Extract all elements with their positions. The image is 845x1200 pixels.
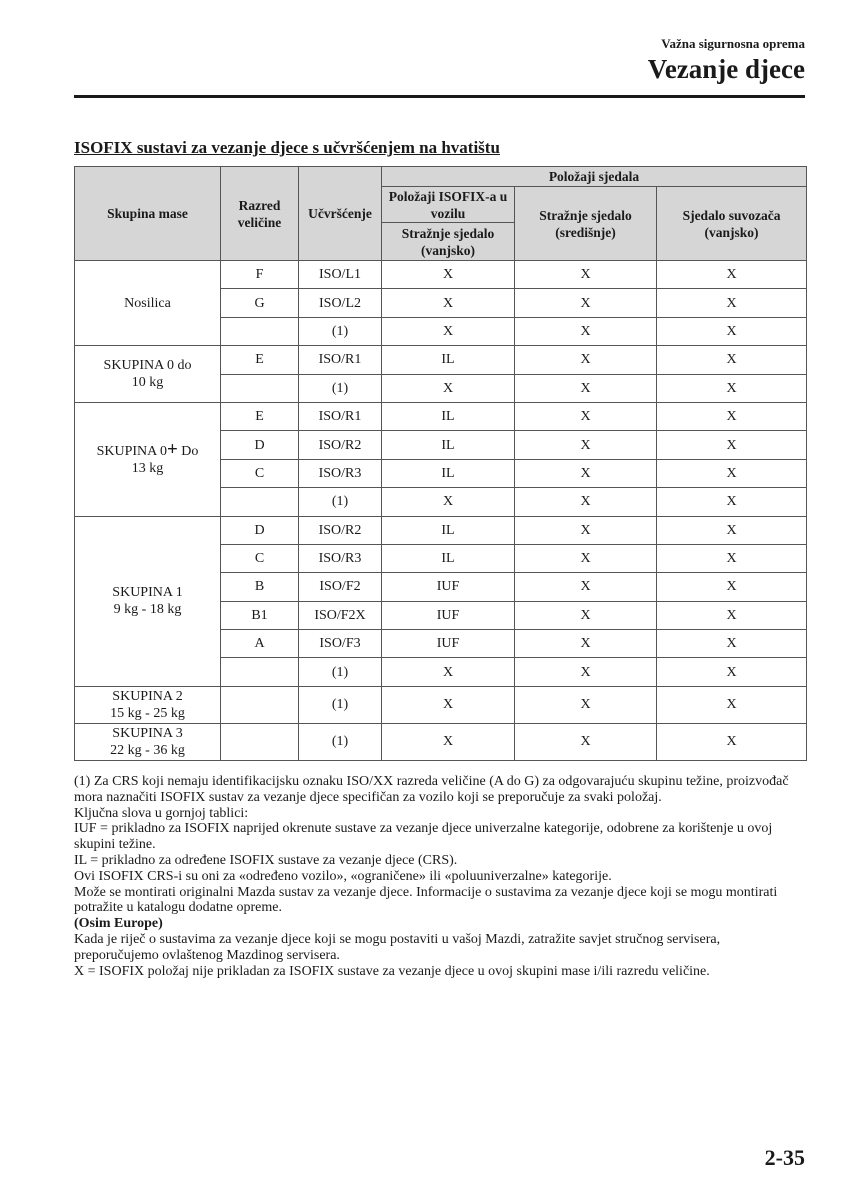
- fixture-cell: (1): [299, 686, 382, 723]
- notes-block: [74, 774, 808, 979]
- x-definition: X = ISOFIX položaj nije prikladan za ISOFIX sustave za vezanje djece u ovoj skupini mase i/ili razredu veličine.: [74, 963, 710, 979]
- rear-center-cell: X: [515, 488, 657, 516]
- fixture-cell: (1): [299, 658, 382, 686]
- passenger-cell: X: [657, 261, 807, 289]
- rear-outboard-cell: X: [382, 261, 515, 289]
- rear-center-cell: X: [515, 516, 657, 544]
- size-class-cell: [221, 374, 299, 402]
- size-class-cell: C: [221, 459, 299, 487]
- size-class-cell: E: [221, 402, 299, 430]
- header-fixture: Učvršćenje: [299, 167, 382, 261]
- page-number: 2-35: [764, 1145, 805, 1170]
- rear-center-cell: X: [515, 289, 657, 317]
- region-note: (Osim Europe): [74, 916, 163, 932]
- size-class-cell: D: [221, 516, 299, 544]
- passenger-cell: X: [657, 317, 807, 345]
- size-class-cell: C: [221, 544, 299, 572]
- rear-outboard-cell: IL: [382, 544, 515, 572]
- fixture-cell: (1): [299, 317, 382, 345]
- size-class-cell: B: [221, 573, 299, 601]
- rear-outboard-cell: X: [382, 686, 515, 723]
- rear-center-cell: X: [515, 658, 657, 686]
- header-mass-group: Skupina mase: [75, 167, 221, 261]
- size-class-cell: B1: [221, 601, 299, 629]
- fixture-cell: ISO/R2: [299, 516, 382, 544]
- header-rear-center: Stražnje sjedalo (središnje): [515, 187, 657, 261]
- fixture-cell: ISO/R3: [299, 544, 382, 572]
- size-class-cell: D: [221, 431, 299, 459]
- rear-outboard-cell: IUF: [382, 573, 515, 601]
- rear-outboard-cell: X: [382, 374, 515, 402]
- fixture-cell: ISO/R2: [299, 431, 382, 459]
- passenger-cell: X: [657, 544, 807, 572]
- passenger-cell: X: [657, 431, 807, 459]
- size-class-cell: [221, 317, 299, 345]
- header-rule: [74, 95, 805, 98]
- iuf-definition: IUF = prikladno za ISOFIX naprijed okrenute sustave za vezanje djece univerzalne kategorije, odobrene za korištenje u ovoj skupini težine.: [74, 821, 773, 853]
- rear-outboard-cell: IL: [382, 431, 515, 459]
- rear-outboard-cell: IL: [382, 402, 515, 430]
- rear-outboard-cell: IUF: [382, 630, 515, 658]
- mass-group-cell: SKUPINA 2 15 kg - 25 kg: [75, 686, 221, 723]
- footnote: (1) Za CRS koji nemaju identifikacijsku oznaku ISO/XX razreda veličine (A do G) za odgovarajuću skupinu težine, proizvođač mora naznačiti ISOFIX sustav za vezanje djece specifičan za vozilo koji se preporučuje za svaki položaj.: [74, 774, 789, 805]
- passenger-cell: X: [657, 630, 807, 658]
- mass-group-cell: SKUPINA 1 9 kg - 18 kg: [75, 516, 221, 686]
- fixture-cell: ISO/R1: [299, 346, 382, 374]
- passenger-cell: X: [657, 459, 807, 487]
- size-class-cell: [221, 686, 299, 723]
- rear-outboard-cell: IL: [382, 516, 515, 544]
- chapter-title: Vezanje djece: [647, 54, 805, 84]
- passenger-cell: X: [657, 374, 807, 402]
- rear-center-cell: X: [515, 459, 657, 487]
- il-extra: Ovi ISOFIX CRS-i su oni za «određeno vozilo», «ograničene» ili «poluuniverzalne» kategorije.: [74, 868, 612, 884]
- rear-center-cell: X: [515, 686, 657, 723]
- size-class-cell: A: [221, 630, 299, 658]
- fixture-cell: (1): [299, 723, 382, 760]
- mass-group-cell: SKUPINA 3 22 kg - 36 kg: [75, 723, 221, 760]
- size-class-cell: [221, 658, 299, 686]
- rear-outboard-cell: IL: [382, 459, 515, 487]
- passenger-cell: X: [657, 402, 807, 430]
- fixture-cell: ISO/R3: [299, 459, 382, 487]
- rear-center-cell: X: [515, 601, 657, 629]
- rear-outboard-cell: IL: [382, 346, 515, 374]
- size-class-cell: [221, 488, 299, 516]
- mass-group-cell: SKUPINA 0 do 10 kg: [75, 346, 221, 403]
- rear-center-cell: X: [515, 346, 657, 374]
- passenger-cell: X: [657, 601, 807, 629]
- isofix-table: [74, 166, 807, 761]
- key-intro: Ključna slova u gornjoj tablici:: [74, 805, 249, 821]
- rear-center-cell: X: [515, 573, 657, 601]
- plus-sign: +: [166, 439, 178, 461]
- rear-center-cell: X: [515, 317, 657, 345]
- rear-outboard-cell: X: [382, 289, 515, 317]
- rear-outboard-cell: IUF: [382, 601, 515, 629]
- rear-center-cell: X: [515, 261, 657, 289]
- passenger-cell: X: [657, 289, 807, 317]
- rear-outboard-cell: X: [382, 723, 515, 760]
- passenger-cell: X: [657, 346, 807, 374]
- fixture-cell: ISO/R1: [299, 402, 382, 430]
- header-isofix-positions: Položaji ISOFIX-a u vozilu: [382, 187, 515, 223]
- passenger-cell: X: [657, 658, 807, 686]
- rear-outboard-cell: X: [382, 658, 515, 686]
- rear-center-cell: X: [515, 431, 657, 459]
- il-definition: IL = prikladno za određene ISOFIX sustave za vezanje djece (CRS).: [74, 852, 458, 868]
- rear-center-cell: X: [515, 630, 657, 658]
- fixture-cell: ISO/L1: [299, 261, 382, 289]
- dealer-note: Kada je riječ o sustavima za vezanje djece koji se mogu postaviti u vašoj Mazdi, zatražite savjet stručnog servisera, preporučujemo ovlaštenog Mazdinog servisera.: [74, 931, 721, 963]
- fixture-cell: (1): [299, 488, 382, 516]
- fixture-cell: ISO/F2X: [299, 601, 382, 629]
- size-class-cell: F: [221, 261, 299, 289]
- fixture-cell: ISO/F3: [299, 630, 382, 658]
- section-name: Važna sigurnosna oprema: [661, 36, 805, 51]
- passenger-cell: X: [657, 488, 807, 516]
- rear-center-cell: X: [515, 544, 657, 572]
- header-rear-outboard: Stražnje sjedalo (vanjsko): [382, 223, 515, 261]
- header-size-class: Razred veličine: [221, 167, 299, 261]
- passenger-cell: X: [657, 686, 807, 723]
- mass-group-cell: Nosilica: [75, 261, 221, 346]
- rear-center-cell: X: [515, 402, 657, 430]
- passenger-cell: X: [657, 516, 807, 544]
- rear-outboard-cell: X: [382, 488, 515, 516]
- header-seating-positions: Položaji sjedala: [382, 167, 807, 187]
- rear-outboard-cell: X: [382, 317, 515, 345]
- size-class-cell: E: [221, 346, 299, 374]
- fixture-cell: ISO/L2: [299, 289, 382, 317]
- fixture-cell: ISO/F2: [299, 573, 382, 601]
- rear-center-cell: X: [515, 723, 657, 760]
- size-class-cell: [221, 723, 299, 760]
- mass-group-cell: SKUPINA 0+ Do 13 kg: [75, 402, 221, 516]
- passenger-cell: X: [657, 723, 807, 760]
- header-passenger: Sjedalo suvozača (vanjsko): [657, 187, 807, 261]
- rear-center-cell: X: [515, 374, 657, 402]
- table-title: ISOFIX sustavi za vezanje djece s učvršćenjem na hvatištu: [74, 138, 500, 157]
- fixture-cell: (1): [299, 374, 382, 402]
- mazda-note: Može se montirati originalni Mazda sustav za vezanje djece. Informacije o sustavima za vezanje djece koji se mogu montirati potražite u katalogu dodatne opreme.: [74, 884, 778, 916]
- passenger-cell: X: [657, 573, 807, 601]
- size-class-cell: G: [221, 289, 299, 317]
